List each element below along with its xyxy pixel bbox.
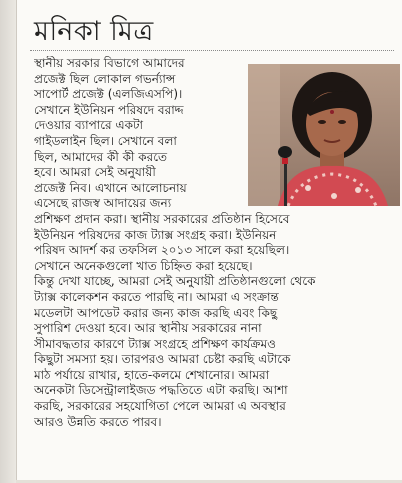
portrait-icon [248,64,400,206]
body-line: মডেলটা আপডেট করার জন্য কাজ করছি এবং কিছু [34,305,278,320]
body-line: প্রজেক্ট নিব। এখানে আলোচনায় [34,180,187,195]
body-line: ইউনিয়ন পরিষদের কাজ ট্যাক্স সংগ্রহ করা। ইউনিয়ন [34,227,277,242]
body-line: কিন্তু দেখা যাচ্ছে, আমরা সেই অনুযায়ী প্রতিষ্ঠানগুলো থেকে [34,274,316,289]
body-line: সীমাবদ্ধতার কারণে ট্যাক্স সংগ্রহে প্রশিক্ষণ কার্যক্রমও [34,336,277,351]
body-line: এসেছে রাজস্ব আদায়ের জন্য [34,196,172,211]
body-line: হবে। আমরা সেই অনুযায়ী [34,165,156,180]
body-line: ট্যাক্স কালেকশন করতে পারছি না। আমরা এ সংক্রান্ত [34,289,279,304]
body-line: ছিল, আমাদের কী কী করতে [34,149,168,164]
body-line: সাপোর্ট প্রজেক্ট (এলজিএসপি)। [34,87,183,102]
portrait-photo [248,64,400,206]
body-line: সেখানে অনেকগুলো খাত চিহ্নিত করা হয়েছে। [34,258,253,273]
body-line: সুপারিশ দেওয়া হবে। আর স্থানীয় সরকারের নানা [34,321,262,336]
article-header [34,14,394,54]
body-line: গাইডলাইন ছিল। সেখানে বলা [34,133,177,148]
body-line: আরও উন্নতি করতে পারব। [34,414,162,429]
body-line: সেখানে ইউনিয়ন পরিষদে বরাদ্দ [34,102,184,117]
page-left-edge [0,0,16,483]
body-line: প্রজেক্ট ছিল লোকাল গভর্ন্যান্স [34,71,176,86]
author-name-title: মনিকা মিত্র [34,16,154,47]
header-divider [30,50,394,51]
body-line: দেওয়ার ব্যাপারে একটা [34,118,144,133]
body-line: প্রশিক্ষণ প্রদান করা। স্থানীয় সরকারের প্রতিষ্ঠান হিসেবে [34,211,290,226]
body-line: অনেকটা ডিসেন্ট্রালাইজড পদ্ধতিতে এটা করছি। আশা [34,383,288,398]
body-line: মাঠ পর্যায়ে রাখার, হাতে-কলমে শেখানোর। আমরা [34,367,270,382]
body-line: কিছুটা সমস্যা হয়। তারপরও আমরা চেষ্টা করছি এটাকে [34,352,291,367]
body-line: পরিষদ আদর্শ কর তফসিল ২০১৩ সালে করা হয়েছিল। [34,243,290,258]
body-line: করছি, সরকারের সহযোগিতা পেলে আমরা এ অবস্থার [34,399,286,414]
body-line: স্থানীয় সরকার বিভাগে আমাদের [34,56,185,70]
